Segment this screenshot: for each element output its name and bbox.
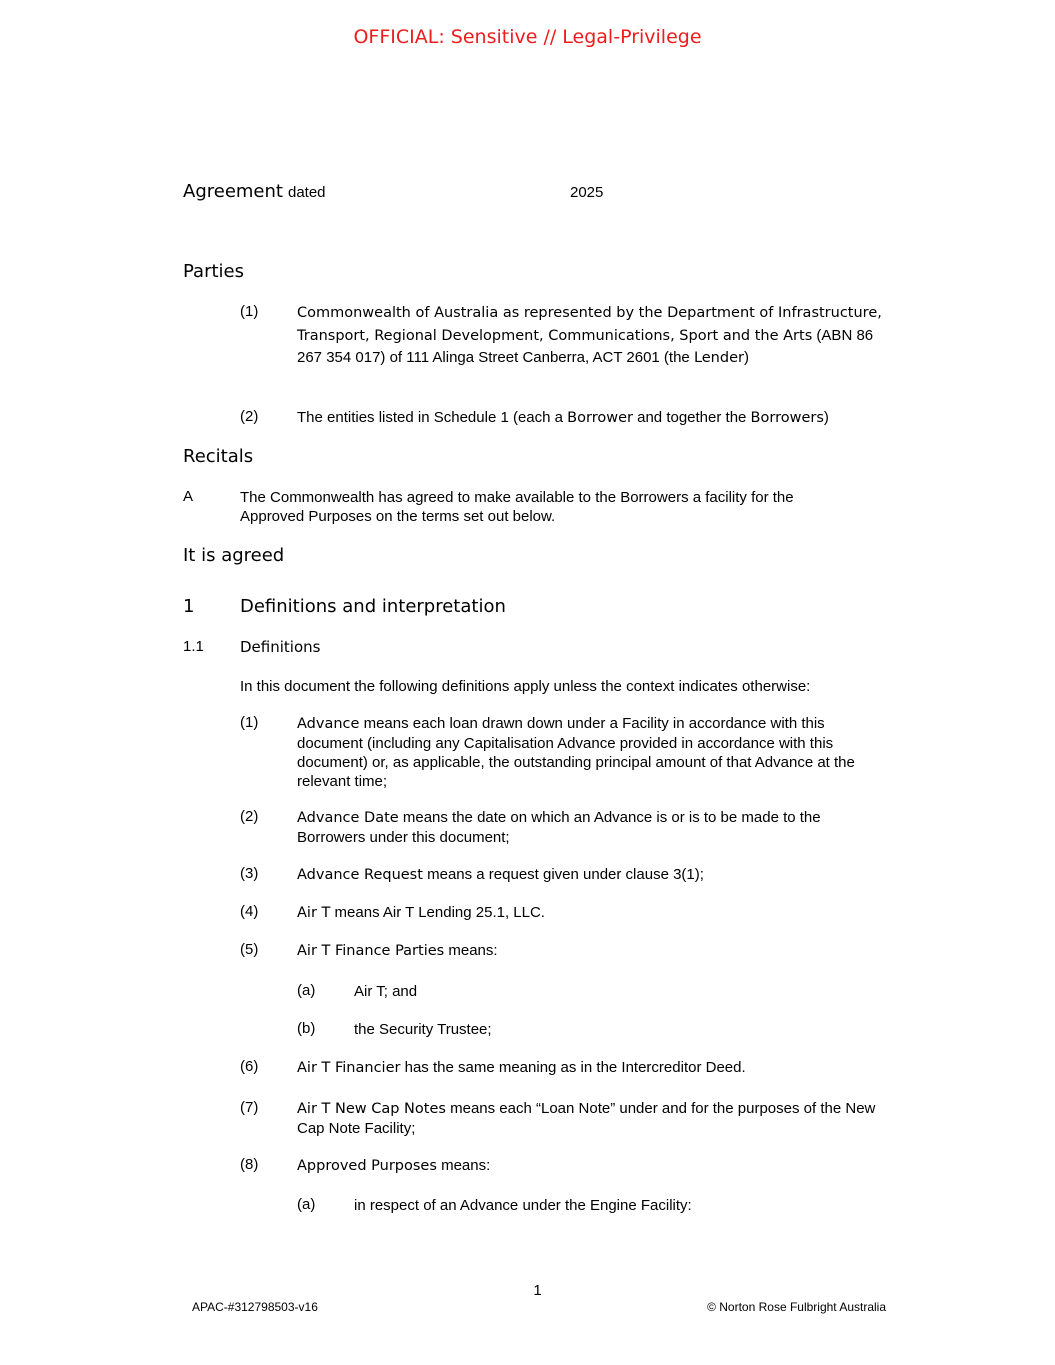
page-number: 1 bbox=[533, 1282, 542, 1299]
definition-2 bbox=[297, 808, 887, 847]
definition-4-term: Air T bbox=[297, 905, 331, 921]
definition-7-term: Air T New Cap Notes bbox=[297, 1101, 446, 1117]
definition-7 bbox=[297, 1099, 892, 1138]
definition-5 bbox=[297, 941, 887, 961]
definition-8-text: means: bbox=[436, 1157, 491, 1174]
definition-3-term: Advance Request bbox=[297, 867, 423, 883]
clause-1-1-number: 1.1 bbox=[183, 638, 204, 655]
recital-a-text: The Commonwealth has agreed to make available to the Borrowers a facility for the Approved Purposes on the terms set out below. bbox=[240, 489, 794, 525]
definition-3 bbox=[297, 865, 887, 885]
definition-1 bbox=[297, 714, 887, 791]
party-2-text bbox=[297, 408, 917, 428]
definition-8a-text: in respect of an Advance under the Engine Facility: bbox=[354, 1197, 692, 1214]
definition-8-term: Approved Purposes bbox=[297, 1158, 437, 1174]
party-1-close: ) bbox=[743, 349, 749, 366]
copyright-notice: © Norton Rose Fulbright Australia bbox=[707, 1300, 886, 1314]
definition-7-text: means each “Loan Note” under and for the purposes of the New Cap Note Facility; bbox=[297, 1100, 876, 1137]
definition-8 bbox=[297, 1156, 887, 1176]
definition-5a-text: Air T; and bbox=[354, 983, 418, 1000]
definition-2-text: means the date on which an Advance is or is to be made to the Borrowers under this document; bbox=[297, 809, 821, 846]
classification-marking: OFFICIAL: Sensitive // Legal-Privilege bbox=[353, 26, 702, 48]
definition-6-term: Air T Financier bbox=[297, 1060, 401, 1076]
definition-6-text: has the same meaning as in the Intercreditor Deed. bbox=[400, 1059, 746, 1076]
definition-8a-number: (a) bbox=[297, 1196, 316, 1213]
definition-8-number: (8) bbox=[240, 1156, 259, 1173]
it-is-agreed-heading: It is agreed bbox=[183, 545, 285, 566]
definition-5-term: Air T Finance Parties bbox=[297, 943, 445, 959]
parties-heading: Parties bbox=[183, 261, 244, 282]
definition-6-number: (6) bbox=[240, 1058, 259, 1075]
definition-4-number: (4) bbox=[240, 903, 259, 920]
definition-2-number: (2) bbox=[240, 808, 259, 825]
definition-5b-number: (b) bbox=[297, 1020, 316, 1037]
party-2-close: ) bbox=[823, 409, 829, 426]
definition-3-number: (3) bbox=[240, 865, 259, 882]
agreement-year: 2025 bbox=[570, 184, 604, 201]
party-1-details: (ABN 86 267 354 017) of 111 Alinga Street Canberra, ACT 2601 (the bbox=[297, 326, 874, 366]
definition-1-term: Advance bbox=[297, 716, 360, 732]
party-2-defined-borrowers: Borrowers bbox=[750, 410, 824, 426]
party-1-text bbox=[297, 302, 882, 370]
party-2-number: (2) bbox=[240, 408, 259, 425]
agreement-word: Agreement bbox=[183, 181, 283, 202]
definition-5-text: means: bbox=[444, 942, 498, 959]
definitions-intro: In this document the following definitions apply unless the context indicates otherwise: bbox=[240, 678, 811, 695]
definition-1-number: (1) bbox=[240, 714, 259, 731]
definition-4-text: means Air T Lending 25.1, LLC. bbox=[330, 904, 545, 921]
definition-6 bbox=[297, 1058, 887, 1078]
clause-1-1-title: Definitions bbox=[240, 638, 321, 656]
party-1-defined-term: Lender bbox=[693, 350, 744, 366]
definition-5a-number: (a) bbox=[297, 982, 316, 999]
recitals-heading: Recitals bbox=[183, 446, 254, 467]
clause-1-title: Definitions and interpretation bbox=[240, 596, 506, 617]
definition-1-text: means each loan drawn down under a Facility in accordance with this document (including any Capitalisation Advance provided in accordance with this document) or, as applicable, the outstanding principal amount of that Advance at the relevant time; bbox=[297, 715, 855, 790]
clause-1-number: 1 bbox=[183, 596, 195, 617]
party-2-text-b: and together the bbox=[632, 409, 751, 426]
definition-5-number: (5) bbox=[240, 941, 259, 958]
party-2-text-a: The entities listed in Schedule 1 (each a bbox=[297, 409, 568, 426]
definition-3-text: means a request given under clause 3(1); bbox=[422, 866, 704, 883]
party-1-number: (1) bbox=[240, 303, 259, 320]
definition-4 bbox=[297, 903, 887, 923]
party-2-defined-borrower: Borrower bbox=[567, 410, 633, 426]
party-1-name: Commonwealth of Australia as represented by the Department of Infrastructure, Transport, Regional Development, Communications, Sport and the Arts bbox=[297, 305, 882, 344]
agreement-title bbox=[183, 181, 326, 202]
document-reference: APAC-#312798503-v16 bbox=[192, 1300, 318, 1314]
dated-word: dated bbox=[287, 184, 326, 201]
definition-2-term: Advance Date bbox=[297, 810, 399, 826]
recital-a-letter: A bbox=[183, 488, 194, 505]
definition-7-number: (7) bbox=[240, 1099, 259, 1116]
definition-5b-text: the Security Trustee; bbox=[354, 1021, 492, 1038]
